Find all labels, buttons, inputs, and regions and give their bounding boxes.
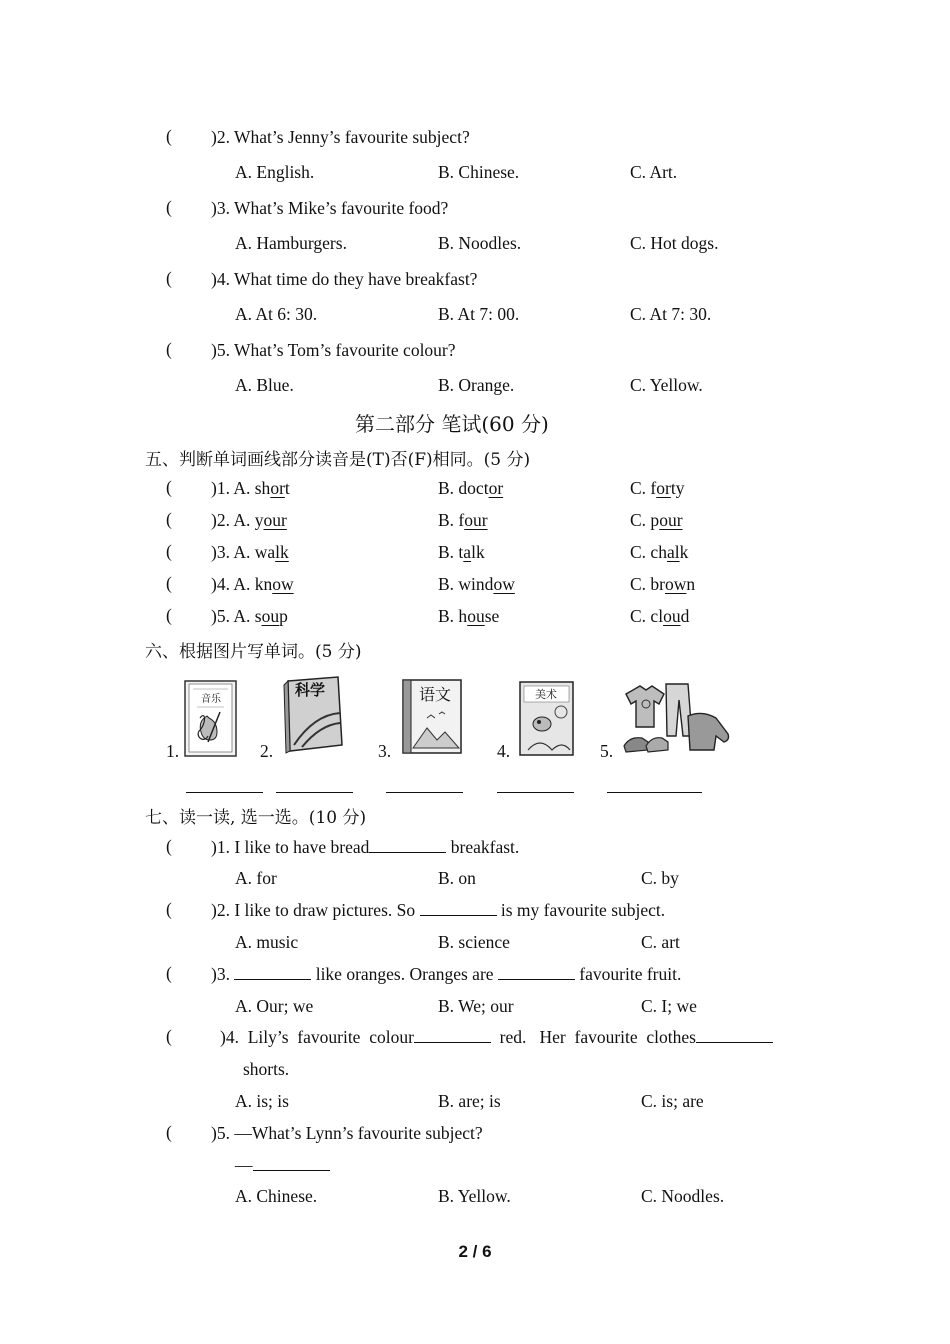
word-option-c: C. chalk bbox=[630, 542, 689, 562]
picture-label-4: 4. bbox=[497, 741, 511, 761]
section-6-heading: 六、根据图片写单词。(5 分) bbox=[145, 642, 362, 662]
option-c: C. art bbox=[641, 932, 680, 952]
book-title-science: 科学 bbox=[294, 681, 326, 699]
option-c: C. I; we bbox=[641, 996, 697, 1016]
answer-blank-3[interactable] bbox=[386, 776, 463, 793]
option-a: A. for bbox=[235, 868, 277, 888]
book-title-chinese: 语文 bbox=[418, 685, 452, 704]
option-c: C. Hot dogs. bbox=[630, 233, 719, 253]
art-book-picture bbox=[518, 680, 576, 758]
word-option-c: C. cloud bbox=[630, 606, 690, 626]
word-option-b: B. window bbox=[438, 574, 515, 594]
answer-paren: ( bbox=[166, 573, 172, 593]
option-a: A. Our; we bbox=[235, 996, 314, 1016]
word-option-b: B. doctor bbox=[438, 478, 504, 498]
part-two-title: 第二部分 笔试(60 分) bbox=[355, 412, 549, 436]
option-a: A. Hamburgers. bbox=[235, 233, 347, 253]
word-option-c: C. brown bbox=[630, 574, 696, 594]
option-a: A. Chinese. bbox=[235, 1186, 318, 1206]
fill-blank[interactable] bbox=[498, 963, 575, 980]
word-option-a: )5. A. soup bbox=[211, 606, 288, 626]
word-option-b: B. talk bbox=[438, 542, 485, 562]
answer-blank-5[interactable] bbox=[607, 776, 702, 793]
answer-blank-1[interactable] bbox=[186, 776, 263, 793]
answer-paren: ( bbox=[166, 126, 172, 146]
option-b: B. At 7: 00. bbox=[438, 304, 520, 324]
answer-paren: ( bbox=[166, 963, 172, 983]
word-option-b: B. four bbox=[438, 510, 488, 530]
page-number: 2 / 6 bbox=[458, 1242, 492, 1261]
question-text: )1. I like to have bread breakfast. bbox=[211, 837, 520, 857]
option-b: B. on bbox=[438, 868, 476, 888]
option-a: A. At 6: 30. bbox=[235, 304, 318, 324]
section-5-heading: 五、判断单词画线部分读音是(T)否(F)相同。(5 分) bbox=[145, 450, 531, 470]
picture-label-1: 1. bbox=[166, 741, 180, 761]
section-7-heading: 七、读一读, 选一选。(10 分) bbox=[145, 808, 367, 828]
fill-blank[interactable] bbox=[414, 1026, 491, 1043]
option-b: B. Orange. bbox=[438, 375, 515, 395]
answer-paren: ( bbox=[166, 836, 172, 856]
picture-label-3: 3. bbox=[378, 741, 392, 761]
word-option-a: )4. A. know bbox=[211, 574, 294, 594]
answer-paren: ( bbox=[166, 509, 172, 529]
option-c: C. Noodles. bbox=[641, 1186, 725, 1206]
answer-paren: ( bbox=[166, 268, 172, 288]
option-c: C. At 7: 30. bbox=[630, 304, 712, 324]
option-b: B. We; our bbox=[438, 996, 514, 1016]
option-b: B. Yellow. bbox=[438, 1186, 511, 1206]
word-option-c: C. pour bbox=[630, 510, 683, 530]
option-c: C. by bbox=[641, 868, 679, 888]
question-text-continued: shorts. bbox=[243, 1059, 290, 1079]
answer-paren: ( bbox=[166, 899, 172, 919]
option-a: A. music bbox=[235, 932, 299, 952]
clothes-picture bbox=[618, 680, 734, 758]
question-text: )5. What’s Tom’s favourite colour? bbox=[211, 340, 456, 360]
answer-blank-2[interactable] bbox=[276, 776, 353, 793]
question-text: )2. I like to draw pictures. So is my favourite subject. bbox=[211, 900, 666, 920]
answer-paren: ( bbox=[166, 541, 172, 561]
word-option-a: )1. A. short bbox=[211, 478, 290, 498]
answer-blank-4[interactable] bbox=[497, 776, 574, 793]
fill-blank[interactable] bbox=[253, 1154, 330, 1171]
option-b: B. are; is bbox=[438, 1091, 501, 1111]
option-b: B. Chinese. bbox=[438, 162, 520, 182]
word-option-c: C. forty bbox=[630, 478, 685, 498]
answer-paren: ( bbox=[166, 197, 172, 217]
answer-line: — bbox=[235, 1154, 330, 1176]
book-title-music: 音乐 bbox=[201, 694, 221, 705]
answer-paren: ( bbox=[166, 339, 172, 359]
question-text: )4. Lily’s favourite colour red. Her favourite clothes bbox=[220, 1026, 773, 1048]
option-a: A. English. bbox=[235, 162, 315, 182]
option-b: B. science bbox=[438, 932, 510, 952]
option-c: C. Art. bbox=[630, 162, 678, 182]
option-a: A. is; is bbox=[235, 1091, 289, 1111]
option-c: C. is; are bbox=[641, 1091, 704, 1111]
question-text: )3. What’s Mike’s favourite food? bbox=[211, 198, 449, 218]
answer-paren: ( bbox=[166, 605, 172, 625]
book-title-art: 美术 bbox=[535, 688, 557, 701]
option-a: A. Blue. bbox=[235, 375, 294, 395]
chinese-book-picture bbox=[401, 678, 465, 756]
fill-blank[interactable] bbox=[696, 1026, 773, 1043]
picture-label-5: 5. bbox=[600, 741, 614, 761]
music-book-picture bbox=[184, 680, 238, 758]
question-text: )5. —What’s Lynn’s favourite subject? bbox=[211, 1123, 483, 1143]
option-c: C. Yellow. bbox=[630, 375, 703, 395]
fill-blank[interactable] bbox=[420, 899, 497, 916]
option-b: B. Noodles. bbox=[438, 233, 522, 253]
question-text: )4. What time do they have breakfast? bbox=[211, 269, 478, 289]
word-option-a: )2. A. your bbox=[211, 510, 287, 530]
word-option-a: )3. A. walk bbox=[211, 542, 289, 562]
picture-label-2: 2. bbox=[260, 741, 274, 761]
science-book-picture bbox=[280, 675, 346, 755]
fill-blank[interactable] bbox=[369, 836, 446, 853]
answer-paren: ( bbox=[166, 1026, 172, 1046]
fill-blank[interactable] bbox=[234, 963, 311, 980]
answer-paren: ( bbox=[166, 477, 172, 497]
word-option-b: B. house bbox=[438, 606, 500, 626]
question-text: )2. What’s Jenny’s favourite subject? bbox=[211, 127, 470, 147]
question-text: )3. like oranges. Oranges are favourite fruit. bbox=[211, 964, 682, 984]
answer-paren: ( bbox=[166, 1122, 172, 1142]
